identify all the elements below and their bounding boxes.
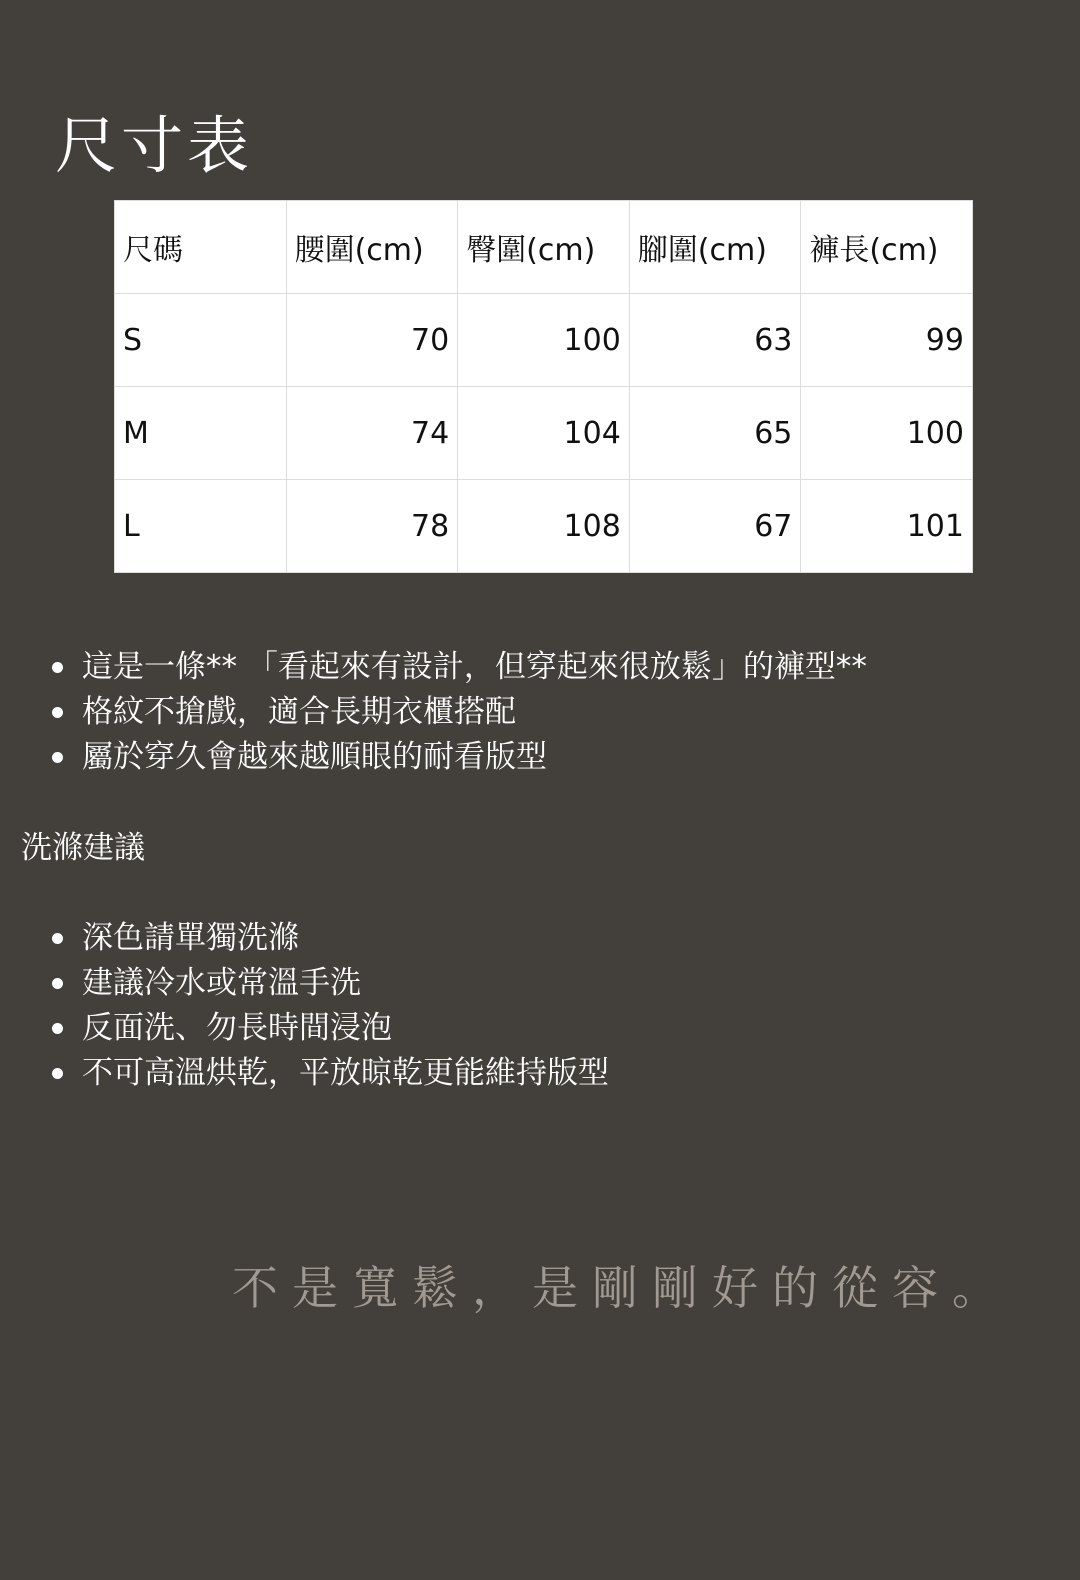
cell-length: 99 xyxy=(801,294,973,387)
cell-waist: 70 xyxy=(286,294,458,387)
bullet-icon xyxy=(52,978,63,989)
list-item xyxy=(50,690,867,735)
cell-waist: 74 xyxy=(286,387,458,480)
cell-waist: 78 xyxy=(286,480,458,573)
column-header-hem: 腳圍(cm) xyxy=(629,201,801,294)
cell-length: 101 xyxy=(801,480,973,573)
bullet-icon xyxy=(52,707,63,718)
care-list xyxy=(50,916,609,1096)
list-item-text: 反面洗、勿長時間浸泡 xyxy=(82,1010,392,1046)
cell-hem: 63 xyxy=(629,294,801,387)
list-item-text: 格紋不搶戲，適合長期衣櫃搭配 xyxy=(82,694,516,730)
list-item xyxy=(50,1051,609,1096)
care-heading: 洗滌建議 xyxy=(21,830,145,866)
list-item-text: 這是一條** 「看起來有設計，但穿起來很放鬆」的褲型** xyxy=(82,649,867,685)
cell-size: L xyxy=(115,480,287,573)
table-row xyxy=(115,480,973,573)
cell-hem: 67 xyxy=(629,480,801,573)
cell-hip: 104 xyxy=(458,387,630,480)
size-table xyxy=(114,200,973,573)
list-item xyxy=(50,961,609,1006)
table-row xyxy=(115,387,973,480)
cell-length: 100 xyxy=(801,387,973,480)
list-item xyxy=(50,645,867,690)
cell-hem: 65 xyxy=(629,387,801,480)
list-item-text: 深色請單獨洗滌 xyxy=(82,920,299,956)
column-header-size: 尺碼 xyxy=(115,201,287,294)
table-row xyxy=(115,294,973,387)
bullet-icon xyxy=(52,1023,63,1034)
cell-size: S xyxy=(115,294,287,387)
list-item xyxy=(50,735,867,780)
column-header-waist: 腰圍(cm) xyxy=(286,201,458,294)
bullet-icon xyxy=(52,662,63,673)
bullet-icon xyxy=(52,752,63,763)
table-header-row xyxy=(115,201,973,294)
list-item-text: 屬於穿久會越來越順眼的耐看版型 xyxy=(82,739,547,775)
bullet-icon xyxy=(52,933,63,944)
list-item xyxy=(50,1006,609,1051)
column-header-length: 褲長(cm) xyxy=(801,201,973,294)
list-item-text: 建議冷水或常溫手洗 xyxy=(82,965,361,1001)
list-item xyxy=(50,916,609,961)
cell-hip: 108 xyxy=(458,480,630,573)
bullet-icon xyxy=(52,1068,63,1079)
page-title: 尺寸表 xyxy=(55,109,254,182)
features-list xyxy=(50,645,867,780)
cell-hip: 100 xyxy=(458,294,630,387)
list-item-text: 不可高溫烘乾，平放晾乾更能維持版型 xyxy=(82,1055,609,1091)
cell-size: M xyxy=(115,387,287,480)
tagline: 不是寬鬆，是剛剛好的從容。 xyxy=(232,1261,1012,1315)
column-header-hip: 臀圍(cm) xyxy=(458,201,630,294)
